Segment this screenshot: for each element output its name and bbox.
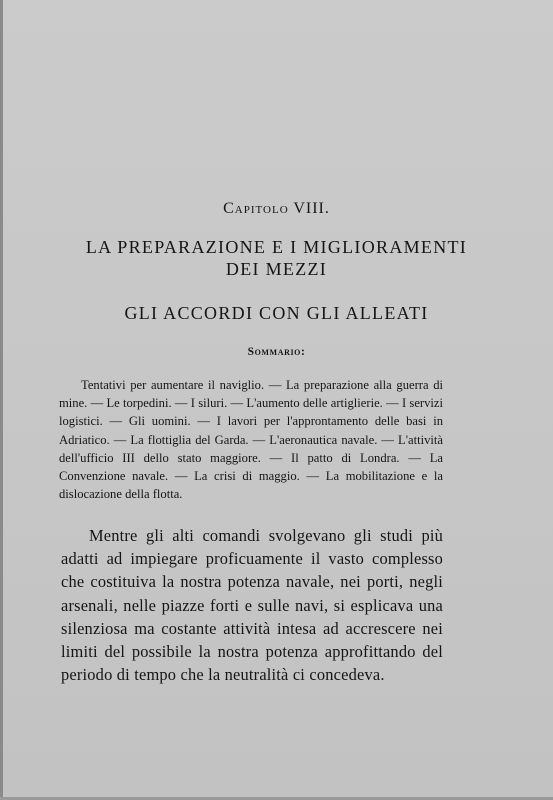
body-paragraph: Mentre gli alti comandi svolgevano gli studi più adatti ad impiegare proficuamente il vasto complesso che costituiva la nostra potenza navale, nei porti, negli arsenali, nelle piazze forti e sulle navi, si esplicava una silenziosa ma costante attività intesa ad accrescere nei limiti del possibile la nostra potenza approfittando del periodo di tempo che la neutralità ci concedeva. [61, 526, 443, 685]
summary-text: Tentativi per aumentare il naviglio. — La preparazione alla guerra di mine. — Le torpedini. — I siluri. — L'aumento delle artiglierie. — I servizi logistici. — Gli uomini. — I lavori per l'approntamento delle basi in Adriatico. — La flottiglia del Garda. — L'aeronautica navale. — L'attività dell'ufficio III dello stato maggiore. — Il patto di Londra. — La Convenzione navale. — La crisi di maggio. — La mobilitazione e la dislocazione della flotta. [59, 378, 443, 502]
chapter-heading: Capitolo VIII. [223, 200, 330, 217]
page-left-edge [0, 0, 3, 800]
summary-label: Sommario: [247, 346, 306, 358]
chapter-title-line-1: LA PREPARAZIONE E I MIGLIORAMENTI [85, 237, 468, 257]
chapter-subtitle: GLI ACCORDI CON GLI ALLEATI [124, 303, 429, 323]
chapter-title-line-2: DEI MEZZI [225, 259, 328, 279]
